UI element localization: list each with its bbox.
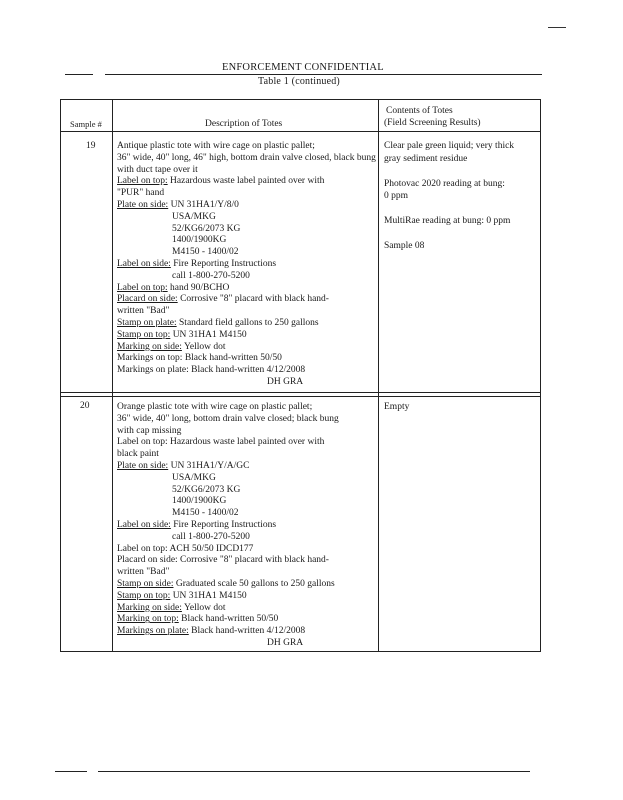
description-line	[117, 199, 239, 211]
description-line-text: written "Bad"	[117, 306, 170, 317]
description-line-label: Stamp on top:	[117, 329, 171, 340]
description-line-label: Placard on side:	[117, 294, 178, 305]
description-line	[117, 543, 253, 555]
description-line	[117, 460, 249, 472]
col-divider-desc	[378, 99, 379, 652]
description-line	[117, 590, 247, 602]
description-line-text: Label on top: Hazardous waste label painted over with	[117, 437, 325, 448]
description-line	[117, 566, 169, 578]
description-line-text: Fire Reporting Instructions	[170, 259, 277, 269]
scan-mark-top-right	[548, 27, 566, 28]
title-rule	[105, 74, 542, 75]
description-line-label: Label on top:	[117, 282, 168, 293]
description-line-text: Graduated scale 50 gallons to 250 gallons	[173, 579, 335, 589]
description-line	[117, 152, 376, 164]
description-line	[117, 425, 181, 437]
description-line-text: hand 90/BCHO	[167, 282, 230, 293]
description-line-label: Markings on plate:	[117, 626, 189, 637]
description-line	[172, 270, 250, 282]
contents-line: gray sediment residue	[384, 153, 468, 164]
description-line-text: 1400/1900KG	[172, 235, 227, 246]
row-divider	[60, 392, 540, 393]
col-divider-left	[60, 99, 61, 652]
description-line-text: written "Bad"	[117, 567, 170, 578]
description-line	[172, 234, 226, 246]
description-line-text: UN 31HA1/Y/A/GC	[168, 461, 250, 471]
description-line-text: Antique plastic tote with wire cage on plastic pallet;	[117, 141, 315, 151]
description-line-label: Label on side:	[117, 520, 171, 530]
footer-rule-left	[55, 771, 87, 772]
description-line	[117, 317, 319, 329]
description-line	[172, 223, 240, 235]
contents-line: MultiRae reading at bung: 0 ppm	[384, 216, 511, 226]
description-line	[117, 175, 324, 187]
description-line	[117, 164, 198, 176]
description-line-text: Black hand-written 4/12/2008	[188, 626, 306, 637]
header-contents-line1: Contents of Totes	[386, 106, 453, 116]
description-line	[117, 625, 305, 637]
page-title: ENFORCEMENT CONFIDENTIAL	[222, 62, 384, 73]
description-line-text: Corrosive "8" placard with black hand-	[177, 294, 329, 305]
description-line-text: Markings on plate: Black hand-written 4/12/2008	[117, 365, 306, 376]
description-line	[117, 140, 315, 152]
contents-line: 0 ppm	[384, 191, 409, 201]
description-line-text: UN 31HA1 M4150	[170, 329, 247, 340]
description-line-label: Marking on side:	[117, 602, 182, 613]
col-divider-sample	[112, 99, 113, 652]
description-line-text: with duct tape over it	[117, 164, 198, 175]
description-line-text: Yellow dot	[181, 341, 226, 352]
contents-line: Photovac 2020 reading at bung:	[384, 178, 505, 189]
description-line	[117, 187, 164, 199]
description-line-text: with cap missing	[117, 425, 182, 436]
table-bottom-border	[60, 651, 540, 652]
description-line-text: call 1-800-270-5200	[172, 531, 250, 542]
description-line	[117, 578, 335, 590]
description-line	[117, 364, 305, 376]
contents-line: Empty	[384, 402, 410, 412]
description-line-text: Markings on top: Black hand-written 50/50	[117, 353, 282, 364]
description-line	[117, 413, 339, 425]
description-line-label: Stamp on top:	[117, 590, 171, 601]
description-line	[172, 507, 239, 519]
description-line-text: DH GRA	[267, 377, 304, 387]
description-line-text: USA/MKG	[172, 472, 216, 483]
header-description: Description of Totes	[205, 119, 283, 129]
contents-line: Sample 08	[384, 241, 425, 251]
description-line-label: Plate on side:	[117, 461, 169, 471]
description-line-text: Black hand-written 50/50	[178, 614, 279, 625]
description-line-text: Standard field gallons to 250 gallons	[176, 318, 319, 328]
description-line	[117, 519, 276, 531]
description-line	[172, 246, 239, 258]
description-line-text: USA/MKG	[172, 211, 216, 222]
row-19-number: 19	[86, 141, 96, 151]
description-line	[117, 613, 278, 625]
description-line	[117, 401, 312, 413]
description-line	[117, 554, 329, 566]
description-line-text: call 1-800-270-5200	[172, 270, 250, 281]
footer-rule	[98, 771, 530, 772]
description-line	[172, 484, 240, 496]
table-top-border	[60, 99, 540, 100]
description-line-text: DH GRA	[267, 638, 304, 648]
description-line-label: Label on side:	[117, 259, 171, 269]
description-line-text: M4150 - 1400/02	[172, 247, 239, 258]
description-line-text: black paint	[117, 449, 159, 460]
description-line-text: 52/KG6/2073 KG	[172, 223, 241, 234]
title-rule-left	[65, 74, 93, 75]
description-line-label: Marking on side:	[117, 341, 182, 352]
description-line-label: Plate on side:	[117, 200, 169, 210]
description-line	[117, 305, 169, 317]
description-line	[117, 448, 159, 460]
description-line	[117, 436, 324, 448]
description-line-text: 36" wide, 40" long, 46" high, bottom drain valve closed, black bung	[117, 152, 376, 163]
description-line-text: Yellow dot	[181, 602, 226, 613]
header-sample: Sample #	[70, 119, 102, 129]
description-line-label: Stamp on plate:	[117, 318, 177, 328]
description-line	[267, 376, 303, 388]
description-line	[267, 637, 303, 649]
description-line-text: Label on top: ACH 50/50 IDCD177	[117, 543, 254, 554]
description-line	[172, 495, 226, 507]
description-line-text: Hazardous waste label painted over with	[167, 176, 325, 187]
description-line	[117, 352, 282, 364]
description-line	[117, 329, 247, 341]
description-line-label: Stamp on side:	[117, 579, 174, 589]
description-line-text: Placard on side: Corrosive "8" placard with black hand-	[117, 555, 329, 566]
description-line-text: "PUR" hand	[117, 188, 165, 199]
table-caption: Table 1 (continued)	[258, 76, 340, 87]
row-20-number: 20	[80, 401, 90, 411]
description-line-text: M4150 - 1400/02	[172, 508, 239, 519]
contents-line: Clear pale green liquid; very thick	[384, 141, 515, 151]
description-line-text: Fire Reporting Instructions	[170, 520, 277, 530]
description-line	[117, 258, 276, 270]
description-line	[117, 293, 329, 305]
header-contents-line2: (Field Screening Results)	[384, 118, 481, 128]
description-line	[172, 211, 216, 223]
description-line-text: 52/KG6/2073 KG	[172, 484, 241, 495]
description-line-text: UN 31HA1 M4150	[170, 590, 247, 601]
description-line	[117, 602, 225, 614]
col-divider-right	[540, 99, 541, 652]
table-header-bottom-border	[60, 131, 540, 132]
description-line-label: Marking on top:	[117, 614, 179, 625]
description-line	[172, 531, 250, 543]
description-line	[172, 472, 216, 484]
description-line-text: 36" wide, 40" long, bottom drain valve closed; black bung	[117, 413, 339, 424]
row-divider-2	[60, 396, 540, 397]
description-line-text: 1400/1900KG	[172, 496, 227, 507]
description-line	[117, 341, 225, 353]
description-line-text: Orange plastic tote with wire cage on plastic pallet;	[117, 402, 313, 412]
description-line	[117, 282, 229, 294]
description-line-text: UN 31HA1/Y/8/0	[168, 200, 239, 210]
description-line-label: Label on top:	[117, 176, 168, 187]
